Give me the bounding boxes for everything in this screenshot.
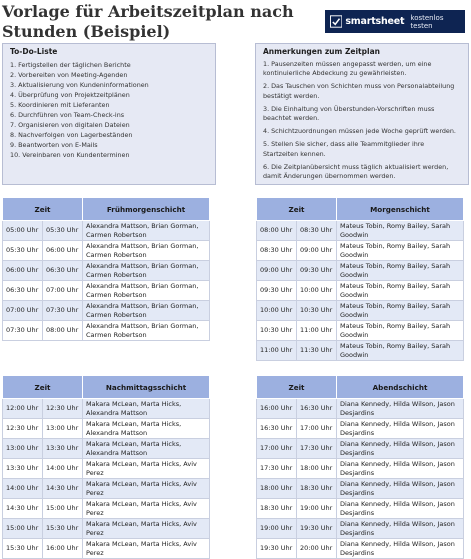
smartsheet-logo-icon [330, 15, 342, 28]
end-time-cell: 20:00 Uhr [297, 539, 337, 559]
todo-item: 10. Vereinbaren von Kundenterminen [10, 151, 130, 159]
staff-cell: Mateus Tobin, Romy Bailey, Sarah Goodwin [337, 261, 464, 281]
table-row [257, 539, 464, 559]
table-row [257, 281, 464, 301]
staff-cell: Makara McLean, Marta Hicks, Aviv Perez [83, 499, 210, 519]
start-time-cell: 09:00 Uhr [257, 261, 297, 281]
end-time-cell: 15:00 Uhr [43, 499, 83, 519]
start-time-cell: 06:00 Uhr [3, 261, 43, 281]
staff-cell: Mateus Tobin, Romy Bailey, Sarah Goodwin [337, 241, 464, 261]
todo-item: 7. Organisieren von digitalen Dateien [10, 121, 130, 129]
shift-header: Nachmittagsschicht [83, 376, 210, 399]
table-row [257, 479, 464, 499]
staff-cell: Makara McLean, Marta Hicks, Aviv Perez [83, 459, 210, 479]
staff-cell: Diana Kennedy, Hilda Wilson, Jason Desjardins [337, 419, 464, 439]
end-time-cell: 16:30 Uhr [297, 399, 337, 419]
end-time-cell: 18:30 Uhr [297, 479, 337, 499]
evening-shift-table [256, 375, 464, 559]
end-time-cell: 19:30 Uhr [297, 519, 337, 539]
end-time-cell: 07:00 Uhr [43, 281, 83, 301]
end-time-cell: 13:00 Uhr [43, 419, 83, 439]
time-header: Zeit [257, 376, 337, 399]
note-item: 2. Das Tauschen von Schichten muss von Personalabteilung bestätigt werden. [263, 82, 455, 100]
todo-list [10, 60, 208, 160]
staff-cell: Diana Kennedy, Hilda Wilson, Jason Desjardins [337, 439, 464, 459]
note-item: 3. Die Einhaltung von Überstunden-Vorschriften muss beachtet werden. [263, 104, 435, 123]
todo-item: 1. Fertigstellen der täglichen Berichte [10, 61, 131, 69]
end-time-cell: 08:30 Uhr [297, 221, 337, 241]
afternoon-shift-table [2, 375, 210, 559]
staff-cell: Makara McLean, Marta Hicks, Alexandra Mattson [83, 439, 210, 459]
start-time-cell: 15:00 Uhr [3, 519, 43, 539]
start-time-cell: 07:30 Uhr [3, 321, 43, 341]
end-time-cell: 17:30 Uhr [297, 439, 337, 459]
trial-link[interactable]: kostenlos testen [410, 13, 444, 30]
table-row [3, 539, 210, 559]
staff-cell: Mateus Tobin, Romy Bailey, Sarah Goodwin [337, 281, 464, 301]
end-time-cell: 16:00 Uhr [43, 539, 83, 559]
start-time-cell: 05:30 Uhr [3, 241, 43, 261]
staff-cell: Alexandra Mattson, Brian Gorman, Carmen Robertson [83, 241, 210, 261]
end-time-cell: 10:00 Uhr [297, 281, 337, 301]
start-time-cell: 17:00 Uhr [257, 439, 297, 459]
staff-cell: Alexandra Mattson, Brian Gorman, Carmen Robertson [83, 261, 210, 281]
table-row [257, 419, 464, 439]
staff-cell: Mateus Tobin, Romy Bailey, Sarah Goodwin [337, 321, 464, 341]
start-time-cell: 18:30 Uhr [257, 499, 297, 519]
table-row [257, 301, 464, 321]
todo-heading: To-Do-Liste [10, 47, 58, 56]
staff-cell: Makara McLean, Marta Hicks, Alexandra Mattson [83, 399, 210, 419]
end-time-cell: 06:30 Uhr [43, 261, 83, 281]
end-time-cell: 17:00 Uhr [297, 419, 337, 439]
staff-cell: Alexandra Mattson, Brian Gorman, Carmen Robertson [83, 321, 210, 341]
end-time-cell: 06:00 Uhr [43, 241, 83, 261]
todo-item: 5. Koordinieren mit Lieferanten [10, 101, 110, 109]
todo-item: 4. Überprüfung von Projektzeitplänen [10, 91, 130, 99]
start-time-cell: 10:00 Uhr [257, 301, 297, 321]
end-time-cell: 19:00 Uhr [297, 499, 337, 519]
staff-cell: Makara McLean, Marta Hicks, Aviv Perez [83, 479, 210, 499]
shift-header: Frühmorgenschicht [83, 198, 210, 221]
end-time-cell: 05:30 Uhr [43, 221, 83, 241]
start-time-cell: 08:30 Uhr [257, 241, 297, 261]
table-row [3, 499, 210, 519]
end-time-cell: 12:30 Uhr [43, 399, 83, 419]
notes-list [263, 60, 461, 181]
start-time-cell: 06:30 Uhr [3, 281, 43, 301]
todo-item: 2. Vorbereiten von Meeting-Agenden [10, 71, 128, 79]
start-time-cell: 16:00 Uhr [257, 399, 297, 419]
staff-cell: Makara McLean, Marta Hicks, Aviv Perez [83, 539, 210, 559]
start-time-cell: 11:00 Uhr [257, 341, 297, 361]
end-time-cell: 18:00 Uhr [297, 459, 337, 479]
table-row [257, 321, 464, 341]
staff-cell: Mateus Tobin, Romy Bailey, Sarah Goodwin [337, 221, 464, 241]
staff-cell: Makara McLean, Marta Hicks, Aviv Perez [83, 519, 210, 539]
table-row [3, 419, 210, 439]
table-row [257, 241, 464, 261]
table-row [3, 439, 210, 459]
staff-cell: Mateus Tobin, Romy Bailey, Sarah Goodwin [337, 301, 464, 321]
table-row [3, 261, 210, 281]
table-row [257, 399, 464, 419]
table-row [3, 301, 210, 321]
end-time-cell: 09:30 Uhr [297, 261, 337, 281]
shift-header: Abendschicht [337, 376, 464, 399]
start-time-cell: 16:30 Uhr [257, 419, 297, 439]
notes-heading: Anmerkungen zum Zeitplan [263, 47, 380, 56]
time-header: Zeit [3, 198, 83, 221]
table-row [257, 459, 464, 479]
end-time-cell: 11:30 Uhr [297, 341, 337, 361]
start-time-cell: 19:00 Uhr [257, 519, 297, 539]
start-time-cell: 19:30 Uhr [257, 539, 297, 559]
todo-item: 3. Aktualisierung von Kundeninformationen [10, 81, 149, 89]
early-morning-shift-table [2, 197, 210, 341]
end-time-cell: 14:00 Uhr [43, 459, 83, 479]
staff-cell: Alexandra Mattson, Brian Gorman, Carmen Robertson [83, 281, 210, 301]
staff-cell: Diana Kennedy, Hilda Wilson, Jason Desjardins [337, 519, 464, 539]
brand-name: smartsheet [345, 16, 405, 27]
table-row [3, 221, 210, 241]
todo-item: 8. Nachverfolgen von Lagerbeständen [10, 131, 133, 139]
table-row [3, 321, 210, 341]
todo-panel [2, 43, 216, 185]
table-row [3, 399, 210, 419]
time-header: Zeit [257, 198, 337, 221]
table-row [3, 241, 210, 261]
table-row [257, 439, 464, 459]
start-time-cell: 18:00 Uhr [257, 479, 297, 499]
notes-panel [255, 43, 469, 185]
start-time-cell: 10:30 Uhr [257, 321, 297, 341]
staff-cell: Makara McLean, Marta Hicks, Alexandra Mattson [83, 419, 210, 439]
start-time-cell: 17:30 Uhr [257, 459, 297, 479]
time-header: Zeit [3, 376, 83, 399]
end-time-cell: 08:00 Uhr [43, 321, 83, 341]
note-item: 4. Schichtzuordnungen müssen jede Woche geprüft werden. [263, 127, 456, 136]
start-time-cell: 08:00 Uhr [257, 221, 297, 241]
staff-cell: Diana Kennedy, Hilda Wilson, Jason Desjardins [337, 479, 464, 499]
start-time-cell: 13:00 Uhr [3, 439, 43, 459]
start-time-cell: 15:30 Uhr [3, 539, 43, 559]
start-time-cell: 05:00 Uhr [3, 221, 43, 241]
smartsheet-trial-banner[interactable] [325, 10, 465, 33]
end-time-cell: 15:30 Uhr [43, 519, 83, 539]
staff-cell: Alexandra Mattson, Brian Gorman, Carmen Robertson [83, 301, 210, 321]
end-time-cell: 11:00 Uhr [297, 321, 337, 341]
end-time-cell: 09:00 Uhr [297, 241, 337, 261]
start-time-cell: 12:00 Uhr [3, 399, 43, 419]
todo-item: 9. Beantworten von E-Mails [10, 141, 98, 149]
table-row [257, 519, 464, 539]
table-row [3, 519, 210, 539]
end-time-cell: 07:30 Uhr [43, 301, 83, 321]
table-row [257, 499, 464, 519]
table-row [3, 459, 210, 479]
note-item: 6. Die Zeitplanübersicht muss täglich aktualisiert werden, damit Änderungen übernommen werden. [263, 162, 449, 181]
end-time-cell: 14:30 Uhr [43, 479, 83, 499]
page-title: Vorlage für Arbeitszeitplan nach Stunden (Beispiel) [2, 2, 294, 41]
staff-cell: Diana Kennedy, Hilda Wilson, Jason Desjardins [337, 499, 464, 519]
table-row [257, 261, 464, 281]
table-row [3, 281, 210, 301]
note-item: 1. Pausenzeiten müssen angepasst werden, um eine kontinuierliche Abdeckung zu gewährleisten. [263, 60, 432, 78]
staff-cell: Diana Kennedy, Hilda Wilson, Jason Desjardins [337, 459, 464, 479]
staff-cell: Diana Kennedy, Hilda Wilson, Jason Desjardins [337, 399, 464, 419]
start-time-cell: 14:30 Uhr [3, 499, 43, 519]
table-row [257, 221, 464, 241]
shift-header: Morgenschicht [337, 198, 464, 221]
table-row [3, 479, 210, 499]
start-time-cell: 13:30 Uhr [3, 459, 43, 479]
start-time-cell: 12:30 Uhr [3, 419, 43, 439]
staff-cell: Mateus Tobin, Romy Bailey, Sarah Goodwin [337, 341, 464, 361]
table-row [257, 341, 464, 361]
start-time-cell: 09:30 Uhr [257, 281, 297, 301]
staff-cell: Diana Kennedy, Hilda Wilson, Jason Desjardins [337, 539, 464, 559]
end-time-cell: 13:30 Uhr [43, 439, 83, 459]
note-item: 5. Stellen Sie sicher, dass alle Teammitglieder ihre Startzeiten kennen. [263, 140, 425, 158]
end-time-cell: 10:30 Uhr [297, 301, 337, 321]
staff-cell: Alexandra Mattson, Brian Gorman, Carmen Robertson [83, 221, 210, 241]
start-time-cell: 07:00 Uhr [3, 301, 43, 321]
start-time-cell: 14:00 Uhr [3, 479, 43, 499]
todo-item: 6. Durchführen von Team-Check-ins [10, 111, 125, 119]
morning-shift-table [256, 197, 464, 361]
